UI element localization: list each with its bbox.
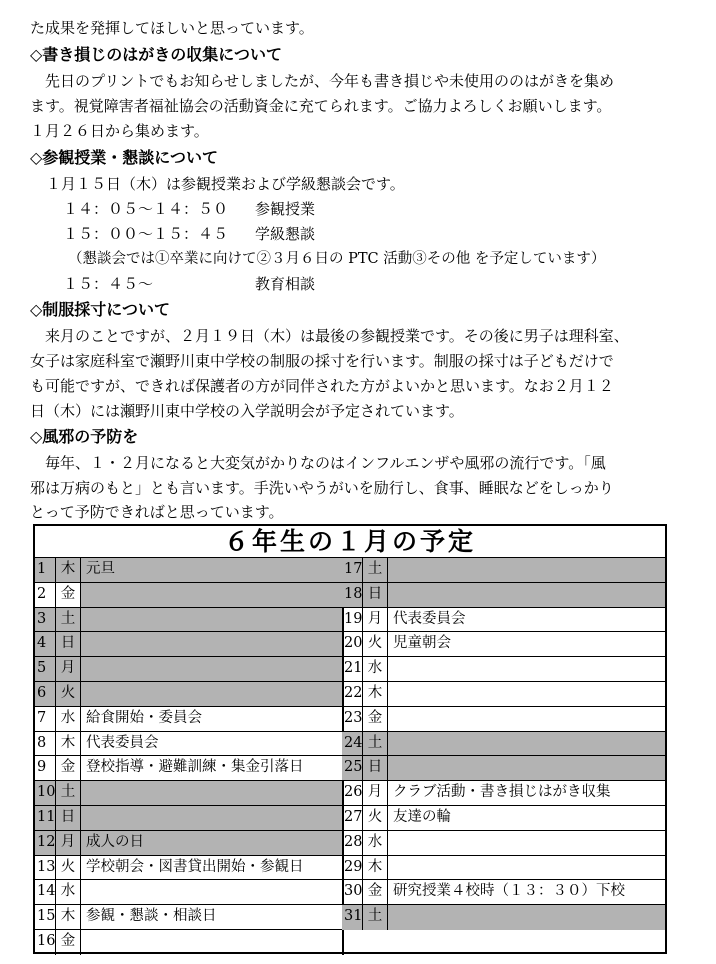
calendar-weekday: 月 <box>56 657 81 681</box>
calendar-day: 19 <box>342 608 363 632</box>
calendar-weekday: 土 <box>363 732 388 756</box>
intro-tail-text: た成果を発揮してほしいと思っています。 <box>30 19 314 37</box>
calendar-weekday: 火 <box>56 856 81 880</box>
calendar-weekday: 土 <box>363 558 388 582</box>
calendar-row <box>342 856 665 881</box>
calendar-row <box>35 831 342 856</box>
calendar-row <box>35 756 342 781</box>
calendar-weekday: 木 <box>56 558 81 582</box>
calendar-weekday: 火 <box>363 632 388 656</box>
cold-line-1: 毎年、１・２月になると大変気がかりなのはインフルエンザや風邪の流行です。「風 <box>30 454 606 472</box>
calendar-day: 5 <box>35 657 56 681</box>
calendar-event: 参観・懇談・相談日 <box>86 908 217 925</box>
calendar-weekday: 日 <box>363 756 388 780</box>
calendar-day: 28 <box>342 831 363 855</box>
calendar-event: 学校朝会・図書貸出開始・参観日 <box>86 858 304 875</box>
calendar-day: 2 <box>35 583 56 607</box>
calendar-day: 15 <box>35 905 56 929</box>
calendar-event <box>388 583 665 607</box>
calendar-row <box>342 583 665 608</box>
postcard-heading: ◇書き損じのはがきの収集について <box>30 45 282 64</box>
uniform-line-4: 日（木）には瀬野川東中学校の入学説明会が予定されています。 <box>30 402 464 420</box>
calendar-row <box>35 583 342 608</box>
january-calendar <box>33 524 667 954</box>
calendar-row <box>35 781 342 806</box>
visit-heading: ◇参観授業・懇談について <box>30 148 218 167</box>
calendar-event <box>388 558 665 582</box>
calendar-day: 6 <box>35 682 56 706</box>
calendar-event: 研究授業４校時（１３：３０）下校 <box>393 883 625 900</box>
schedule-time: １４：０５～１４：５０ <box>63 200 229 218</box>
calendar-event <box>81 930 342 955</box>
calendar-day: 14 <box>35 880 56 904</box>
calendar-row <box>35 608 342 633</box>
calendar-row <box>342 558 665 583</box>
calendar-weekday: 土 <box>56 608 81 632</box>
calendar-event <box>388 905 665 930</box>
calendar-row <box>342 756 665 781</box>
calendar-day: 9 <box>35 756 56 780</box>
calendar-day: 23 <box>342 707 363 731</box>
calendar-row <box>342 905 665 930</box>
calendar-day: 24 <box>342 732 363 756</box>
calendar-day: 21 <box>342 657 363 681</box>
calendar-event <box>388 732 665 756</box>
uniform-line-1: 来月のことですが、２月１９日（木）は最後の参観授業です。その後に男子は理科室、 <box>30 327 629 345</box>
calendar-row <box>342 657 665 682</box>
calendar-event: 代表委員会 <box>86 734 159 751</box>
calendar-event <box>81 781 342 805</box>
calendar-day: 1 <box>35 558 56 582</box>
calendar-weekday: 水 <box>56 880 81 904</box>
calendar-event: 元旦 <box>81 558 342 582</box>
calendar-row <box>342 608 665 633</box>
calendar-row <box>35 856 342 881</box>
schedule-time: １５：４５～ <box>63 275 154 293</box>
calendar-weekday: 木 <box>363 682 388 706</box>
calendar-row <box>35 657 342 682</box>
calendar-event: クラブ活動・書き損じはがき収集 <box>393 784 611 801</box>
calendar-row <box>35 558 342 583</box>
calendar-row <box>342 831 665 856</box>
calendar-event <box>388 856 665 880</box>
calendar-weekday: 水 <box>363 831 388 855</box>
calendar-weekday: 金 <box>363 707 388 731</box>
calendar-day: 17 <box>342 558 363 582</box>
calendar-day: 11 <box>35 806 56 830</box>
calendar-row <box>342 781 665 806</box>
calendar-day: 10 <box>35 781 56 805</box>
calendar-day: 27 <box>342 806 363 830</box>
calendar-weekday: 火 <box>56 682 81 706</box>
calendar-weekday: 金 <box>56 583 81 607</box>
calendar-event <box>81 880 342 904</box>
postcard-line-2: ます。視覚障害者福祉協会の活動資金に充てられます。ご協力よろしくお願いします。 <box>30 97 612 115</box>
calendar-row <box>35 880 342 905</box>
postcard-line-1: 先日のプリントでもお知らせしましたが、今年も書き損じや未使用ののはがきを集め <box>30 72 614 90</box>
calendar-weekday: 土 <box>363 905 388 930</box>
calendar-weekday: 木 <box>363 856 388 880</box>
calendar-day: 30 <box>342 880 363 904</box>
calendar-day: 4 <box>35 632 56 656</box>
calendar-row <box>342 632 665 657</box>
calendar-row <box>342 707 665 732</box>
calendar-weekday: 金 <box>56 930 81 955</box>
calendar-weekday: 木 <box>56 732 81 756</box>
calendar-weekday: 金 <box>56 756 81 780</box>
visit-line-1: １月１５日（木）は参観授業および学級懇談会です。 <box>46 175 405 193</box>
calendar-event <box>81 583 342 607</box>
calendar-weekday: 月 <box>363 608 388 632</box>
cold-heading: ◇風邪の予防を <box>30 427 139 446</box>
calendar-weekday: 月 <box>56 831 81 855</box>
calendar-event <box>81 806 342 830</box>
calendar-row <box>35 707 342 732</box>
calendar-weekday: 木 <box>56 905 81 929</box>
visit-schedule-row-1 <box>63 197 315 222</box>
visit-note: （懇談会では①卒業に向けて②３月６日の PTC 活動③その他 を予定しています） <box>68 251 606 267</box>
calendar-row <box>342 880 665 905</box>
uniform-line-2: 女子は家庭科室で瀬野川東中学校の制服の採寸を行います。制服の採寸は子どもだけで <box>30 352 614 370</box>
cold-line-3: とって予防できればと思っています。 <box>30 503 284 521</box>
calendar-row <box>342 732 665 757</box>
calendar-weekday: 水 <box>363 657 388 681</box>
calendar-day: 31 <box>342 905 363 930</box>
calendar-row <box>35 806 342 831</box>
calendar-event <box>388 707 665 731</box>
calendar-event: 代表委員会 <box>393 610 466 627</box>
calendar-event: 登校指導・避難訓練・集金引落日 <box>86 759 304 776</box>
calendar-row <box>35 682 342 707</box>
calendar-event <box>388 682 665 706</box>
calendar-day: 13 <box>35 856 56 880</box>
calendar-weekday: 日 <box>56 806 81 830</box>
calendar-day: 18 <box>342 583 363 607</box>
calendar-day: 8 <box>35 732 56 756</box>
calendar-day: 25 <box>342 756 363 780</box>
calendar-weekday: 日 <box>363 583 388 607</box>
calendar-day: 29 <box>342 856 363 880</box>
calendar-event <box>388 831 665 855</box>
calendar-event: 友達の輪 <box>393 808 451 825</box>
calendar-event: 成人の日 <box>81 831 342 855</box>
uniform-line-3: も可能ですが、できれば保護者の方が同伴された方がよいかと思います。なお２月１２ <box>30 377 614 395</box>
calendar-day: 12 <box>35 831 56 855</box>
calendar-event: 児童朝会 <box>393 635 451 652</box>
schedule-time: １５：００～１５：４５ <box>63 225 229 243</box>
calendar-weekday: 火 <box>363 806 388 830</box>
cold-line-2: 邪は万病のもと」とも言います。手洗いやうがいを励行し、食事、睡眠などをしっかり <box>30 479 614 497</box>
uniform-heading: ◇制服採寸について <box>30 300 170 319</box>
calendar-weekday: 月 <box>363 781 388 805</box>
schedule-label: 教育相談 <box>255 275 316 293</box>
calendar-day: 20 <box>342 632 363 656</box>
calendar-weekday: 水 <box>56 707 81 731</box>
calendar-event <box>81 682 342 706</box>
calendar-title: ６年生の１月の予定 <box>35 526 665 558</box>
calendar-event: 給食開始・委員会 <box>86 709 202 726</box>
calendar-row <box>342 682 665 707</box>
calendar-event <box>81 608 342 632</box>
calendar-left-column <box>35 558 344 955</box>
calendar-event <box>388 657 665 681</box>
calendar-day: 26 <box>342 781 363 805</box>
postcard-line-3: １月２６日から集めます。 <box>30 122 209 140</box>
calendar-row <box>35 905 342 930</box>
calendar-row <box>35 632 342 657</box>
calendar-day: 7 <box>35 707 56 731</box>
schedule-label: 学級懇談 <box>255 225 316 243</box>
calendar-weekday: 日 <box>56 632 81 656</box>
calendar-right-column <box>342 558 665 930</box>
calendar-event <box>388 756 665 780</box>
calendar-weekday: 土 <box>56 781 81 805</box>
calendar-weekday: 金 <box>363 880 388 904</box>
calendar-day: 16 <box>35 930 56 955</box>
calendar-row <box>35 930 342 955</box>
calendar-row <box>342 806 665 831</box>
calendar-day: 22 <box>342 682 363 706</box>
calendar-event <box>81 657 342 681</box>
visit-schedule-row-3 <box>63 272 315 297</box>
calendar-row <box>35 732 342 757</box>
schedule-label: 参観授業 <box>255 200 316 218</box>
visit-schedule-row-2 <box>63 222 315 247</box>
calendar-day: 3 <box>35 608 56 632</box>
calendar-event <box>81 632 342 656</box>
